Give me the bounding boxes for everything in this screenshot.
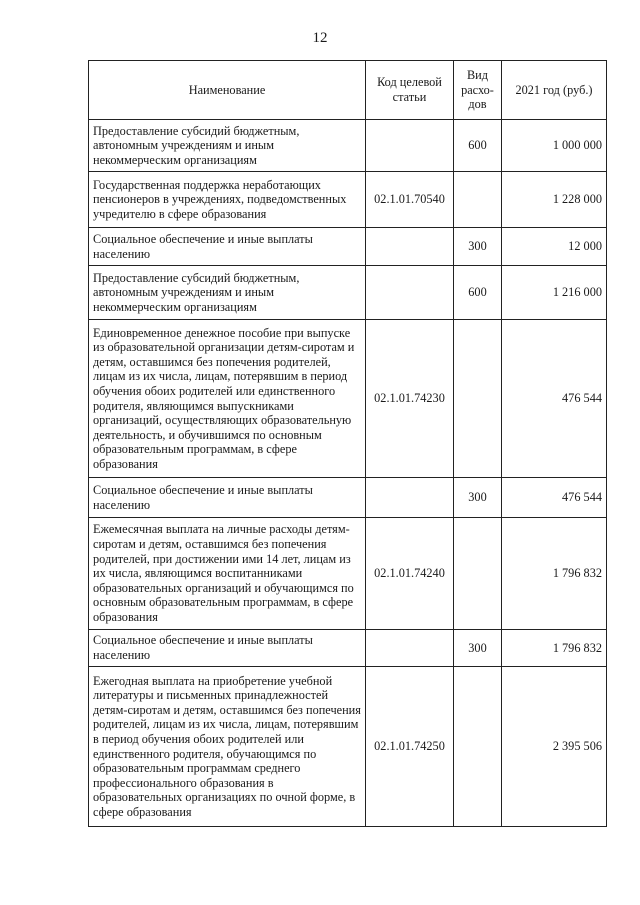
table-row: [89, 478, 607, 518]
amount-cell: 1 216 000: [502, 266, 607, 320]
amount-cell: 1 796 832: [502, 630, 607, 667]
header-type: Вид расхо-дов: [454, 61, 502, 120]
code-cell: [366, 266, 454, 320]
name-cell: Ежегодная выплата на приобретение учебной литературы и письменных принадлежностей детям-сиротам и детям, оставшимся без попечения родителей, лицам из их числа, лицам, потерявшим в период обучения обоих родителей или единственного родителя, обучающимся по образовательным программам среднего профессионального образования в образовательных организациях по очной форме, в сфере образования: [89, 667, 366, 827]
type-cell: 600: [454, 266, 502, 320]
name-cell: Ежемесячная выплата на личные расходы детям-сиротам и детям, оставшимся без попечения родителей, при достижении ими 14 лет, лицам из их числа, являющимся воспитанниками образовательных организаций и обучающимся по основным образовательным программам, в сфере образования: [89, 518, 366, 630]
name-cell: Социальное обеспечение и иные выплаты населению: [89, 630, 366, 667]
name-cell: Предоставление субсидий бюджетным, автономным учреждениям и иным некоммерческим организациям: [89, 266, 366, 320]
budget-table: [88, 60, 607, 827]
header-amount: 2021 год (руб.): [502, 61, 607, 120]
type-cell: 300: [454, 630, 502, 667]
table-row: [89, 228, 607, 266]
header-code: Код целевой статьи: [366, 61, 454, 120]
type-cell: [454, 667, 502, 827]
table-row: [89, 518, 607, 630]
code-cell: 02.1.01.70540: [366, 172, 454, 228]
table-row: [89, 266, 607, 320]
amount-cell: 12 000: [502, 228, 607, 266]
amount-cell: 1 796 832: [502, 518, 607, 630]
type-cell: [454, 172, 502, 228]
name-cell: Социальное обеспечение и иные выплаты населению: [89, 228, 366, 266]
page-number: 12: [312, 30, 328, 46]
table-row: [89, 120, 607, 172]
table-row: [89, 320, 607, 478]
amount-cell: 1 228 000: [502, 172, 607, 228]
amount-cell: 476 544: [502, 478, 607, 518]
name-cell: Социальное обеспечение и иные выплаты населению: [89, 478, 366, 518]
name-cell: Единовременное денежное пособие при выпуске из образовательной организации детям-сиротам и детям, оставшимся без попечения родителей, лицам из их числа, лицам, потерявшим в период обучения обоих родителей или единственного родителя, являющимся выпускниками организаций, осуществляющих образовательную деятельность, и обучившимся по основным образовательным программам, в сфере образования: [89, 320, 366, 478]
code-cell: 02.1.01.74230: [366, 320, 454, 478]
type-cell: [454, 518, 502, 630]
type-cell: 600: [454, 120, 502, 172]
table-row: [89, 172, 607, 228]
amount-cell: 1 000 000: [502, 120, 607, 172]
amount-cell: 476 544: [502, 320, 607, 478]
name-cell: Предоставление субсидий бюджетным, автономным учреждениям и иным некоммерческим организациям: [89, 120, 366, 172]
name-cell: Государственная поддержка неработающих пенсионеров в учреждениях, подведомственных учредителю в сфере образования: [89, 172, 366, 228]
table-row: [89, 630, 607, 667]
code-cell: [366, 228, 454, 266]
type-cell: 300: [454, 478, 502, 518]
code-cell: [366, 630, 454, 667]
type-cell: [454, 320, 502, 478]
code-cell: [366, 120, 454, 172]
header-name: Наименование: [89, 61, 366, 120]
code-cell: 02.1.01.74250: [366, 667, 454, 827]
table-body: [89, 120, 607, 827]
amount-cell: 2 395 506: [502, 667, 607, 827]
code-cell: 02.1.01.74240: [366, 518, 454, 630]
type-cell: 300: [454, 228, 502, 266]
table-row: [89, 667, 607, 827]
code-cell: [366, 478, 454, 518]
table-header-row: [89, 61, 607, 120]
